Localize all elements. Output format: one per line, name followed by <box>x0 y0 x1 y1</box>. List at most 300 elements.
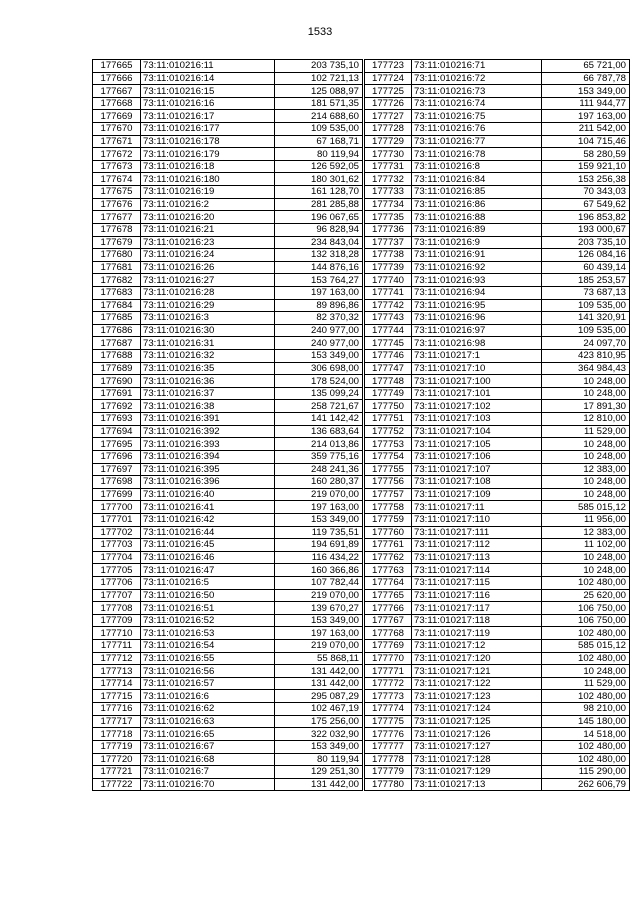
cadastral-number-cell: 73:11:010216:56 <box>141 665 275 678</box>
value-cell: 10 248,00 <box>542 438 630 451</box>
cadastral-number-cell: 73:11:010217:103 <box>412 413 542 426</box>
value-cell: 139 670,27 <box>275 602 363 615</box>
cadastral-number-cell: 73:11:010217:106 <box>412 450 542 463</box>
cadastral-number-cell: 73:11:010216:393 <box>141 438 275 451</box>
cadastral-number-cell: 73:11:010216:24 <box>141 249 275 262</box>
cadastral-number-cell: 73:11:010217:104 <box>412 425 542 438</box>
cadastral-number-cell: 73:11:010216:26 <box>141 261 275 274</box>
value-cell: 10 248,00 <box>542 551 630 564</box>
value-cell: 248 241,36 <box>275 463 363 476</box>
row-number-cell: 177757 <box>365 488 412 501</box>
value-cell: 262 606,79 <box>542 778 630 791</box>
value-cell: 111 944,77 <box>542 97 630 110</box>
cadastral-number-cell: 73:11:010216:50 <box>141 589 275 602</box>
cadastral-number-cell: 73:11:010217:118 <box>412 614 542 627</box>
row-number-cell: 177676 <box>93 198 141 211</box>
table-row <box>93 324 363 337</box>
cadastral-number-cell: 73:11:010216:76 <box>412 123 542 136</box>
row-number-cell: 177716 <box>93 703 141 716</box>
row-number-cell: 177747 <box>365 362 412 375</box>
table-row <box>365 526 630 539</box>
cadastral-number-cell: 73:11:010217:10 <box>412 362 542 375</box>
value-cell: 82 370,32 <box>275 312 363 325</box>
table-row <box>93 286 363 299</box>
cadastral-number-cell: 73:11:010217:112 <box>412 539 542 552</box>
table-row <box>93 135 363 148</box>
value-cell: 194 691,89 <box>275 539 363 552</box>
value-cell: 141 320,91 <box>542 312 630 325</box>
value-cell: 153 256,38 <box>542 173 630 186</box>
table-row <box>93 589 363 602</box>
row-number-cell: 177710 <box>93 627 141 640</box>
row-number-cell: 177708 <box>93 602 141 615</box>
row-number-cell: 177717 <box>93 715 141 728</box>
row-number-cell: 177725 <box>365 85 412 98</box>
row-number-cell: 177684 <box>93 299 141 312</box>
table-row <box>365 728 630 741</box>
row-number-cell: 177690 <box>93 375 141 388</box>
table-row <box>365 501 630 514</box>
table-row <box>365 602 630 615</box>
value-cell: 364 984,43 <box>542 362 630 375</box>
value-cell: 107 782,44 <box>275 576 363 589</box>
value-cell: 65 721,00 <box>542 60 630 73</box>
row-number-cell: 177732 <box>365 173 412 186</box>
row-number-cell: 177772 <box>365 677 412 690</box>
row-number-cell: 177671 <box>93 135 141 148</box>
cadastral-number-cell: 73:11:010216:91 <box>412 249 542 262</box>
row-number-cell: 177673 <box>93 160 141 173</box>
value-cell: 10 248,00 <box>542 450 630 463</box>
row-number-cell: 177678 <box>93 223 141 236</box>
table-row <box>93 261 363 274</box>
value-cell: 153 349,00 <box>275 740 363 753</box>
cadastral-number-cell: 73:11:010216:98 <box>412 337 542 350</box>
row-number-cell: 177775 <box>365 715 412 728</box>
table-row <box>365 438 630 451</box>
value-cell: 585 015,12 <box>542 501 630 514</box>
value-cell: 132 318,28 <box>275 249 363 262</box>
value-cell: 258 721,67 <box>275 400 363 413</box>
cadastral-number-cell: 73:11:010216:73 <box>412 85 542 98</box>
value-cell: 214 013,86 <box>275 438 363 451</box>
cadastral-number-cell: 73:11:010217:113 <box>412 551 542 564</box>
value-cell: 10 248,00 <box>542 375 630 388</box>
row-number-cell: 177686 <box>93 324 141 337</box>
table-row <box>365 362 630 375</box>
row-number-cell: 177712 <box>93 652 141 665</box>
table-row <box>365 400 630 413</box>
table-row <box>365 627 630 640</box>
value-cell: 80 119,94 <box>275 753 363 766</box>
row-number-cell: 177713 <box>93 665 141 678</box>
row-number-cell: 177722 <box>93 778 141 791</box>
table-row <box>93 299 363 312</box>
cadastral-number-cell: 73:11:010216:88 <box>412 211 542 224</box>
value-cell: 197 163,00 <box>275 501 363 514</box>
row-number-cell: 177748 <box>365 375 412 388</box>
row-number-cell: 177779 <box>365 766 412 779</box>
cadastral-number-cell: 73:11:010216:53 <box>141 627 275 640</box>
cadastral-number-cell: 73:11:010217:107 <box>412 463 542 476</box>
cadastral-number-cell: 73:11:010216:94 <box>412 286 542 299</box>
row-number-cell: 177709 <box>93 614 141 627</box>
row-number-cell: 177753 <box>365 438 412 451</box>
value-cell: 102 480,00 <box>542 690 630 703</box>
value-cell: 11 102,00 <box>542 539 630 552</box>
table-row <box>93 640 363 653</box>
table-row <box>93 740 363 753</box>
value-cell: 70 343,03 <box>542 186 630 199</box>
cadastral-number-cell: 73:11:010216:30 <box>141 324 275 337</box>
row-number-cell: 177697 <box>93 463 141 476</box>
row-number-cell: 177720 <box>93 753 141 766</box>
row-number-cell: 177762 <box>365 551 412 564</box>
table-row <box>93 110 363 123</box>
row-number-cell: 177730 <box>365 148 412 161</box>
table-row <box>93 476 363 489</box>
cadastral-number-cell: 73:11:010216:85 <box>412 186 542 199</box>
cadastral-number-cell: 73:11:010216:392 <box>141 425 275 438</box>
value-cell: 234 843,04 <box>275 236 363 249</box>
cadastral-number-cell: 73:11:010216:62 <box>141 703 275 716</box>
cadastral-number-cell: 73:11:010216:47 <box>141 564 275 577</box>
row-number-cell: 177707 <box>93 589 141 602</box>
row-number-cell: 177726 <box>365 97 412 110</box>
table-row <box>93 778 363 791</box>
row-number-cell: 177699 <box>93 488 141 501</box>
row-number-cell: 177754 <box>365 450 412 463</box>
table-row <box>93 677 363 690</box>
row-number-cell: 177711 <box>93 640 141 653</box>
row-number-cell: 177756 <box>365 476 412 489</box>
cadastral-number-cell: 73:11:010217:100 <box>412 375 542 388</box>
value-cell: 181 571,35 <box>275 97 363 110</box>
row-number-cell: 177685 <box>93 312 141 325</box>
table-row <box>93 690 363 703</box>
cadastral-number-cell: 73:11:010216:15 <box>141 85 275 98</box>
table-row <box>93 652 363 665</box>
value-cell: 12 383,00 <box>542 463 630 476</box>
value-cell: 109 535,00 <box>275 123 363 136</box>
table-row <box>365 236 630 249</box>
cadastral-number-cell: 73:11:010216:96 <box>412 312 542 325</box>
row-number-cell: 177743 <box>365 312 412 325</box>
cadastral-number-cell: 73:11:010216:8 <box>412 160 542 173</box>
row-number-cell: 177680 <box>93 249 141 262</box>
table-row <box>365 425 630 438</box>
value-cell: 11 956,00 <box>542 513 630 526</box>
cadastral-number-cell: 73:11:010216:29 <box>141 299 275 312</box>
row-number-cell: 177765 <box>365 589 412 602</box>
cadastral-number-cell: 73:11:010216:7 <box>141 766 275 779</box>
value-cell: 102 467,19 <box>275 703 363 716</box>
row-number-cell: 177774 <box>365 703 412 716</box>
cadastral-number-cell: 73:11:010216:11 <box>141 60 275 73</box>
row-number-cell: 177665 <box>93 60 141 73</box>
table-row <box>365 312 630 325</box>
table-row <box>365 148 630 161</box>
cadastral-number-cell: 73:11:010216:92 <box>412 261 542 274</box>
row-number-cell: 177761 <box>365 539 412 552</box>
value-cell: 102 480,00 <box>542 753 630 766</box>
value-cell: 153 764,27 <box>275 274 363 287</box>
table-row <box>365 640 630 653</box>
row-number-cell: 177668 <box>93 97 141 110</box>
value-cell: 73 687,13 <box>542 286 630 299</box>
table-row <box>93 627 363 640</box>
value-cell: 58 280,59 <box>542 148 630 161</box>
table-row <box>365 766 630 779</box>
cadastral-number-cell: 73:11:010216:93 <box>412 274 542 287</box>
cadastral-number-cell: 73:11:010217:120 <box>412 652 542 665</box>
row-number-cell: 177677 <box>93 211 141 224</box>
row-number-cell: 177715 <box>93 690 141 703</box>
table-row <box>93 602 363 615</box>
cadastral-number-cell: 73:11:010217:128 <box>412 753 542 766</box>
table-row <box>365 375 630 388</box>
value-cell: 203 735,10 <box>275 60 363 73</box>
cadastral-number-cell: 73:11:010216:41 <box>141 501 275 514</box>
cadastral-number-cell: 73:11:010216:46 <box>141 551 275 564</box>
value-cell: 10 248,00 <box>542 387 630 400</box>
row-number-cell: 177705 <box>93 564 141 577</box>
table-row <box>93 413 363 426</box>
value-cell: 240 977,00 <box>275 324 363 337</box>
row-number-cell: 177734 <box>365 198 412 211</box>
table-row <box>93 211 363 224</box>
value-cell: 219 070,00 <box>275 589 363 602</box>
row-number-cell: 177766 <box>365 602 412 615</box>
cadastral-number-cell: 73:11:010216:396 <box>141 476 275 489</box>
table-row <box>365 299 630 312</box>
table-row <box>93 60 363 73</box>
cadastral-number-cell: 73:11:010216:36 <box>141 375 275 388</box>
cadastral-number-cell: 73:11:010216:37 <box>141 387 275 400</box>
row-number-cell: 177770 <box>365 652 412 665</box>
cadastral-number-cell: 73:11:010216:70 <box>141 778 275 791</box>
cadastral-number-cell: 73:11:010216:21 <box>141 223 275 236</box>
table-row <box>365 337 630 350</box>
row-number-cell: 177718 <box>93 728 141 741</box>
value-cell: 131 442,00 <box>275 677 363 690</box>
value-cell: 10 248,00 <box>542 488 630 501</box>
cadastral-number-cell: 73:11:010217:114 <box>412 564 542 577</box>
table-row <box>93 438 363 451</box>
value-cell: 17 891,30 <box>542 400 630 413</box>
cadastral-number-cell: 73:11:010216:23 <box>141 236 275 249</box>
table-row <box>93 450 363 463</box>
cadastral-number-cell: 73:11:010216:68 <box>141 753 275 766</box>
row-number-cell: 177706 <box>93 576 141 589</box>
cadastral-number-cell: 73:11:010216:177 <box>141 123 275 136</box>
table-row <box>93 513 363 526</box>
table-row <box>365 110 630 123</box>
cadastral-number-cell: 73:11:010216:89 <box>412 223 542 236</box>
row-number-cell: 177682 <box>93 274 141 287</box>
value-cell: 10 248,00 <box>542 564 630 577</box>
cadastral-number-cell: 73:11:010216:86 <box>412 198 542 211</box>
cadastral-number-cell: 73:11:010217:122 <box>412 677 542 690</box>
cadastral-number-cell: 73:11:010217:105 <box>412 438 542 451</box>
table-row <box>93 703 363 716</box>
value-cell: 102 480,00 <box>542 740 630 753</box>
value-cell: 126 084,16 <box>542 249 630 262</box>
table-row <box>93 160 363 173</box>
cadastral-number-cell: 73:11:010216:95 <box>412 299 542 312</box>
cadastral-number-cell: 73:11:010216:178 <box>141 135 275 148</box>
table-row <box>365 72 630 85</box>
value-cell: 423 810,95 <box>542 350 630 363</box>
value-cell: 359 775,16 <box>275 450 363 463</box>
row-number-cell: 177698 <box>93 476 141 489</box>
value-cell: 14 518,00 <box>542 728 630 741</box>
cadastral-number-cell: 73:11:010216:180 <box>141 173 275 186</box>
row-number-cell: 177724 <box>365 72 412 85</box>
cadastral-number-cell: 73:11:010216:3 <box>141 312 275 325</box>
row-number-cell: 177727 <box>365 110 412 123</box>
cadastral-number-cell: 73:11:010216:72 <box>412 72 542 85</box>
row-number-cell: 177679 <box>93 236 141 249</box>
cadastral-number-cell: 73:11:010216:78 <box>412 148 542 161</box>
row-number-cell: 177771 <box>365 665 412 678</box>
table-row <box>365 186 630 199</box>
cadastral-number-cell: 73:11:010217:116 <box>412 589 542 602</box>
row-number-cell: 177769 <box>365 640 412 653</box>
value-cell: 104 715,46 <box>542 135 630 148</box>
cadastral-number-cell: 73:11:010216:51 <box>141 602 275 615</box>
table-row <box>93 425 363 438</box>
table-row <box>93 501 363 514</box>
table-row <box>365 463 630 476</box>
row-number-cell: 177701 <box>93 513 141 526</box>
table-row <box>93 665 363 678</box>
cadastral-number-cell: 73:11:010217:12 <box>412 640 542 653</box>
row-number-cell: 177777 <box>365 740 412 753</box>
value-cell: 102 721,13 <box>275 72 363 85</box>
row-number-cell: 177763 <box>365 564 412 577</box>
value-cell: 119 735,51 <box>275 526 363 539</box>
value-cell: 306 698,00 <box>275 362 363 375</box>
row-number-cell: 177687 <box>93 337 141 350</box>
table-row <box>365 476 630 489</box>
value-cell: 67 549,62 <box>542 198 630 211</box>
value-cell: 12 810,00 <box>542 413 630 426</box>
left-table <box>92 59 363 791</box>
cadastral-number-cell: 73:11:010216:179 <box>141 148 275 161</box>
cadastral-number-cell: 73:11:010216:77 <box>412 135 542 148</box>
value-cell: 12 383,00 <box>542 526 630 539</box>
cadastral-number-cell: 73:11:010216:35 <box>141 362 275 375</box>
table-row <box>93 488 363 501</box>
row-number-cell: 177704 <box>93 551 141 564</box>
value-cell: 129 251,30 <box>275 766 363 779</box>
row-number-cell: 177742 <box>365 299 412 312</box>
row-number-cell: 177776 <box>365 728 412 741</box>
table-row <box>93 72 363 85</box>
value-cell: 106 750,00 <box>542 614 630 627</box>
table-row <box>93 223 363 236</box>
table-row <box>93 337 363 350</box>
table-row <box>365 350 630 363</box>
row-number-cell: 177731 <box>365 160 412 173</box>
value-cell: 214 688,60 <box>275 110 363 123</box>
table-row <box>365 564 630 577</box>
table-row <box>365 652 630 665</box>
table-row <box>93 539 363 552</box>
cadastral-number-cell: 73:11:010216:28 <box>141 286 275 299</box>
value-cell: 89 896,86 <box>275 299 363 312</box>
cadastral-number-cell: 73:11:010216:71 <box>412 60 542 73</box>
table-row <box>365 690 630 703</box>
cadastral-number-cell: 73:11:010217:102 <box>412 400 542 413</box>
row-number-cell: 177755 <box>365 463 412 476</box>
cadastral-number-cell: 73:11:010217:129 <box>412 766 542 779</box>
value-cell: 126 592,05 <box>275 160 363 173</box>
row-number-cell: 177666 <box>93 72 141 85</box>
row-number-cell: 177681 <box>93 261 141 274</box>
row-number-cell: 177670 <box>93 123 141 136</box>
cadastral-number-cell: 73:11:010217:125 <box>412 715 542 728</box>
cadastral-number-cell: 73:11:010216:16 <box>141 97 275 110</box>
row-number-cell: 177759 <box>365 513 412 526</box>
value-cell: 585 015,12 <box>542 640 630 653</box>
cadastral-number-cell: 73:11:010216:394 <box>141 450 275 463</box>
row-number-cell: 177767 <box>365 614 412 627</box>
value-cell: 145 180,00 <box>542 715 630 728</box>
cadastral-number-cell: 73:11:010217:123 <box>412 690 542 703</box>
value-cell: 295 087,29 <box>275 690 363 703</box>
table-row <box>365 211 630 224</box>
value-cell: 281 285,88 <box>275 198 363 211</box>
cadastral-number-cell: 73:11:010217:108 <box>412 476 542 489</box>
table-row <box>93 148 363 161</box>
row-number-cell: 177741 <box>365 286 412 299</box>
table-row <box>93 715 363 728</box>
table-row <box>365 160 630 173</box>
cadastral-number-cell: 73:11:010216:27 <box>141 274 275 287</box>
table-row <box>93 463 363 476</box>
cadastral-number-cell: 73:11:010216:17 <box>141 110 275 123</box>
cadastral-number-cell: 73:11:010216:57 <box>141 677 275 690</box>
cadastral-number-cell: 73:11:010217:13 <box>412 778 542 791</box>
cadastral-number-cell: 73:11:010217:121 <box>412 665 542 678</box>
value-cell: 144 876,16 <box>275 261 363 274</box>
row-number-cell: 177744 <box>365 324 412 337</box>
value-cell: 135 099,24 <box>275 387 363 400</box>
row-number-cell: 177696 <box>93 450 141 463</box>
row-number-cell: 177693 <box>93 413 141 426</box>
row-number-cell: 177669 <box>93 110 141 123</box>
table-row <box>365 413 630 426</box>
table-row <box>365 589 630 602</box>
row-number-cell: 177714 <box>93 677 141 690</box>
table-row <box>93 576 363 589</box>
row-number-cell: 177764 <box>365 576 412 589</box>
row-number-cell: 177768 <box>365 627 412 640</box>
row-number-cell: 177703 <box>93 539 141 552</box>
cadastral-number-cell: 73:11:010217:101 <box>412 387 542 400</box>
table-row <box>365 677 630 690</box>
table-row <box>93 551 363 564</box>
table-row <box>365 665 630 678</box>
value-cell: 98 210,00 <box>542 703 630 716</box>
row-number-cell: 177738 <box>365 249 412 262</box>
cadastral-number-cell: 73:11:010216:395 <box>141 463 275 476</box>
table-row <box>365 740 630 753</box>
table-row <box>365 753 630 766</box>
table-row <box>93 312 363 325</box>
